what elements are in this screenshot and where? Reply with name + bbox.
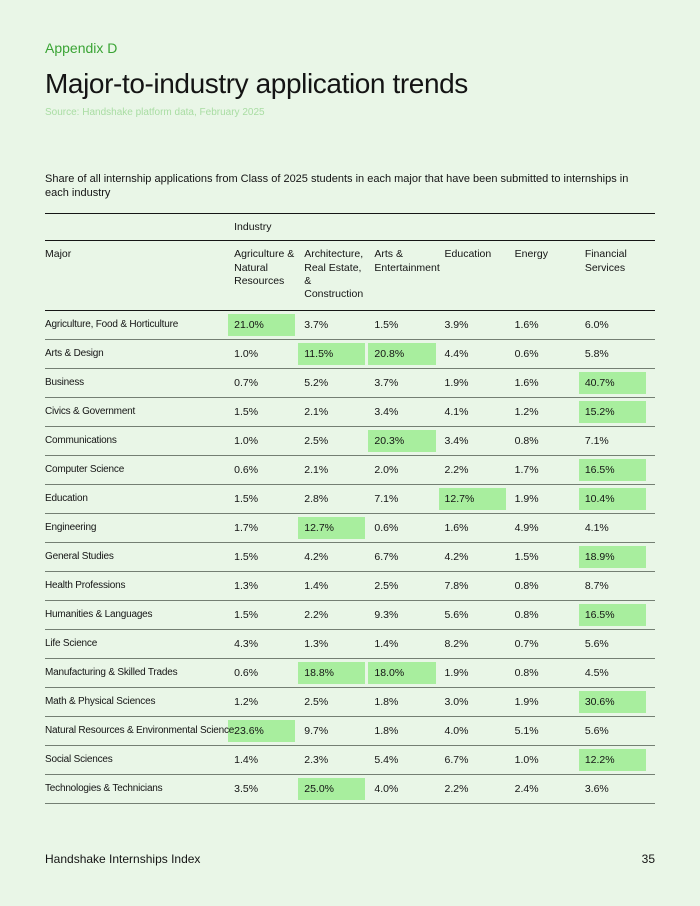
value-cell <box>515 426 585 455</box>
value-cell <box>515 658 585 687</box>
value-cell <box>374 513 444 542</box>
value-cell <box>585 542 655 571</box>
value: 3.5% <box>234 782 259 795</box>
value: 5.4% <box>374 753 399 766</box>
value-cell <box>234 629 304 658</box>
value-cell <box>445 745 515 774</box>
highlighted-value: 16.5% <box>579 459 646 481</box>
value-cell <box>374 397 444 426</box>
value-cell <box>585 513 655 542</box>
value-cell <box>515 716 585 745</box>
value: 2.5% <box>374 579 399 592</box>
major-label: Education <box>45 484 234 513</box>
major-label: Technologies & Technicians <box>45 774 234 803</box>
major-label: Health Professions <box>45 571 234 600</box>
value-cell <box>585 745 655 774</box>
value-cell <box>585 310 655 339</box>
value-cell <box>515 629 585 658</box>
column-header: Education <box>445 241 515 311</box>
value-cell <box>304 629 374 658</box>
value: 2.0% <box>374 463 399 476</box>
value: 4.4% <box>444 347 469 360</box>
value-cell <box>304 571 374 600</box>
value: 1.4% <box>234 753 259 766</box>
value-cell <box>585 484 655 513</box>
table-row <box>45 455 655 484</box>
highlighted-value: 11.5% <box>298 343 365 365</box>
value: 4.1% <box>584 521 609 534</box>
value-cell <box>515 339 585 368</box>
value-cell <box>515 542 585 571</box>
table-row <box>45 513 655 542</box>
value-cell <box>445 774 515 803</box>
value: 2.5% <box>304 695 329 708</box>
value: 5.2% <box>304 376 329 389</box>
value: 1.0% <box>514 753 539 766</box>
highlighted-value: 18.9% <box>579 546 646 568</box>
value-cell <box>374 745 444 774</box>
value-cell <box>585 716 655 745</box>
table-row <box>45 716 655 745</box>
value: 0.6% <box>234 666 259 679</box>
value-cell <box>374 687 444 716</box>
value-cell <box>234 310 304 339</box>
value-cell <box>585 455 655 484</box>
value: 1.2% <box>514 405 539 418</box>
value: 4.9% <box>514 521 539 534</box>
value: 1.6% <box>514 318 539 331</box>
value-cell <box>445 513 515 542</box>
value-cell <box>374 774 444 803</box>
value-cell <box>234 716 304 745</box>
highlighted-value: 12.7% <box>298 517 365 539</box>
value-cell <box>374 310 444 339</box>
value-cell <box>374 571 444 600</box>
value: 4.3% <box>234 637 259 650</box>
value-cell <box>585 600 655 629</box>
value-cell <box>445 368 515 397</box>
value-cell <box>374 629 444 658</box>
value: 7.8% <box>444 579 469 592</box>
table-row <box>45 368 655 397</box>
table-row <box>45 484 655 513</box>
value: 2.2% <box>444 782 469 795</box>
table-row <box>45 774 655 803</box>
value-cell <box>515 571 585 600</box>
value-cell <box>445 310 515 339</box>
major-industry-table <box>45 213 655 804</box>
value: 9.7% <box>304 724 329 737</box>
value-cell <box>515 484 585 513</box>
table-description: Share of all internship applications from Class of 2025 students in each major that have been submitted to internships in each industry <box>45 172 629 200</box>
value: 3.4% <box>374 405 399 418</box>
value-cell <box>304 716 374 745</box>
value-cell <box>445 687 515 716</box>
value: 6.7% <box>374 550 399 563</box>
value: 2.2% <box>444 463 469 476</box>
highlighted-value: 12.2% <box>579 749 646 771</box>
value-cell <box>234 339 304 368</box>
value-cell <box>304 397 374 426</box>
value-cell <box>304 687 374 716</box>
value-cell <box>374 658 444 687</box>
value: 1.5% <box>234 608 259 621</box>
value: 3.6% <box>584 782 609 795</box>
major-label: Computer Science <box>45 455 234 484</box>
highlighted-value: 10.4% <box>579 488 646 510</box>
major-label: Arts & Design <box>45 339 234 368</box>
value: 3.7% <box>304 318 329 331</box>
value: 0.8% <box>514 608 539 621</box>
column-header: Financial Services <box>585 241 655 311</box>
table-row <box>45 542 655 571</box>
table-row <box>45 397 655 426</box>
value-cell <box>585 426 655 455</box>
value: 1.3% <box>304 637 329 650</box>
value: 1.0% <box>234 434 259 447</box>
value: 2.3% <box>304 753 329 766</box>
value-cell <box>304 658 374 687</box>
value: 4.0% <box>444 724 469 737</box>
value-cell <box>445 716 515 745</box>
highlighted-value: 20.8% <box>368 343 435 365</box>
value-cell <box>374 455 444 484</box>
value: 2.1% <box>304 405 329 418</box>
value: 8.7% <box>584 579 609 592</box>
highlighted-value: 12.7% <box>439 488 506 510</box>
column-header: Agriculture & Natural Resources <box>234 241 304 311</box>
major-column-header: Major <box>45 241 234 311</box>
value-cell <box>445 426 515 455</box>
column-header-row <box>45 241 655 311</box>
value-cell <box>234 571 304 600</box>
value-cell <box>585 687 655 716</box>
value-cell <box>234 368 304 397</box>
value-cell <box>304 368 374 397</box>
value-cell <box>445 339 515 368</box>
highlighted-value: 15.2% <box>579 401 646 423</box>
highlighted-value: 40.7% <box>579 372 646 394</box>
value-cell <box>374 339 444 368</box>
highlighted-value: 18.0% <box>368 662 435 684</box>
value: 5.6% <box>584 724 609 737</box>
value: 1.6% <box>514 376 539 389</box>
major-label: Business <box>45 368 234 397</box>
table-row <box>45 600 655 629</box>
value: 0.7% <box>234 376 259 389</box>
value-cell <box>374 484 444 513</box>
table-row <box>45 687 655 716</box>
source-note: Source: Handshake platform data, February 2025 <box>45 106 265 118</box>
value-cell <box>234 484 304 513</box>
value: 1.4% <box>304 579 329 592</box>
value-cell <box>234 745 304 774</box>
value: 1.9% <box>444 666 469 679</box>
value-cell <box>515 310 585 339</box>
footer-title: Handshake Internships Index <box>45 852 201 866</box>
value: 1.9% <box>514 695 539 708</box>
highlighted-value: 18.8% <box>298 662 365 684</box>
column-header: Architecture, Real Estate, & Construction <box>304 241 374 311</box>
value: 1.8% <box>374 724 399 737</box>
table-row <box>45 426 655 455</box>
column-header: Arts & Entertainment <box>374 241 444 311</box>
value-cell <box>234 600 304 629</box>
table-row <box>45 339 655 368</box>
value-cell <box>515 513 585 542</box>
value: 1.6% <box>444 521 469 534</box>
value-cell <box>515 455 585 484</box>
value-cell <box>304 310 374 339</box>
page-title: Major-to-industry application trends <box>45 68 468 99</box>
table-row <box>45 310 655 339</box>
major-label: Social Sciences <box>45 745 234 774</box>
value-cell <box>304 600 374 629</box>
value-cell <box>374 426 444 455</box>
value: 0.6% <box>514 347 539 360</box>
value-cell <box>374 368 444 397</box>
value: 7.1% <box>584 434 609 447</box>
value: 0.7% <box>514 637 539 650</box>
major-label: Math & Physical Sciences <box>45 687 234 716</box>
value: 1.8% <box>374 695 399 708</box>
value: 3.7% <box>374 376 399 389</box>
value: 2.5% <box>304 434 329 447</box>
value: 8.2% <box>444 637 469 650</box>
value-cell <box>515 397 585 426</box>
value-cell <box>515 774 585 803</box>
value-cell <box>585 397 655 426</box>
value: 0.6% <box>374 521 399 534</box>
value: 2.4% <box>514 782 539 795</box>
value: 5.1% <box>514 724 539 737</box>
value-cell <box>234 397 304 426</box>
value: 5.8% <box>584 347 609 360</box>
value: 1.9% <box>444 376 469 389</box>
industry-group-header-row <box>45 214 655 241</box>
value: 4.1% <box>444 405 469 418</box>
industry-group-header: Industry <box>234 214 655 241</box>
value: 2.1% <box>304 463 329 476</box>
value-cell <box>585 368 655 397</box>
value-cell <box>445 397 515 426</box>
value: 1.5% <box>234 405 259 418</box>
value: 3.0% <box>444 695 469 708</box>
value: 1.5% <box>514 550 539 563</box>
value-cell <box>304 745 374 774</box>
value: 7.1% <box>374 492 399 505</box>
major-label: Manufacturing & Skilled Trades <box>45 658 234 687</box>
value-cell <box>374 542 444 571</box>
major-label: Natural Resources & Environmental Science <box>45 716 234 745</box>
value-cell <box>445 629 515 658</box>
value: 2.8% <box>304 492 329 505</box>
major-label: Life Science <box>45 629 234 658</box>
value-cell <box>515 687 585 716</box>
value: 4.5% <box>584 666 609 679</box>
highlighted-value: 30.6% <box>579 691 646 713</box>
value-cell <box>234 513 304 542</box>
table-row <box>45 629 655 658</box>
empty-corner-cell <box>45 214 234 241</box>
value: 3.9% <box>444 318 469 331</box>
value: 0.8% <box>514 579 539 592</box>
table-row <box>45 658 655 687</box>
value-cell <box>374 716 444 745</box>
table-row <box>45 571 655 600</box>
value-cell <box>234 455 304 484</box>
value-cell <box>304 455 374 484</box>
value-cell <box>445 484 515 513</box>
value-cell <box>445 455 515 484</box>
value: 0.8% <box>514 666 539 679</box>
highlighted-value: 20.3% <box>368 430 435 452</box>
value: 4.2% <box>444 550 469 563</box>
value: 1.4% <box>374 637 399 650</box>
value-cell <box>234 658 304 687</box>
value-cell <box>374 600 444 629</box>
value: 2.2% <box>304 608 329 621</box>
value-cell <box>515 745 585 774</box>
value-cell <box>304 513 374 542</box>
value-cell <box>304 339 374 368</box>
value: 1.5% <box>234 550 259 563</box>
value-cell <box>445 658 515 687</box>
value-cell <box>445 542 515 571</box>
value-cell <box>585 339 655 368</box>
value-cell <box>304 484 374 513</box>
value: 4.2% <box>304 550 329 563</box>
value: 1.5% <box>374 318 399 331</box>
value: 6.7% <box>444 753 469 766</box>
value-cell <box>234 774 304 803</box>
value: 5.6% <box>444 608 469 621</box>
value: 1.9% <box>514 492 539 505</box>
value: 1.0% <box>234 347 259 360</box>
value-cell <box>234 426 304 455</box>
column-header: Energy <box>515 241 585 311</box>
value: 1.5% <box>234 492 259 505</box>
value-cell <box>585 571 655 600</box>
highlighted-value: 25.0% <box>298 778 365 800</box>
value: 1.7% <box>514 463 539 476</box>
value-cell <box>304 774 374 803</box>
value-cell <box>304 542 374 571</box>
value: 0.8% <box>514 434 539 447</box>
appendix-label: Appendix D <box>45 40 118 56</box>
value-cell <box>234 687 304 716</box>
value: 4.0% <box>374 782 399 795</box>
value: 1.2% <box>234 695 259 708</box>
major-label: Civics & Government <box>45 397 234 426</box>
value: 9.3% <box>374 608 399 621</box>
value: 3.4% <box>444 434 469 447</box>
major-label: Agriculture, Food & Horticulture <box>45 310 234 339</box>
major-label: Humanities & Languages <box>45 600 234 629</box>
highlighted-value: 21.0% <box>228 314 295 336</box>
value-cell <box>515 368 585 397</box>
highlighted-value: 16.5% <box>579 604 646 626</box>
value: 1.3% <box>234 579 259 592</box>
value-cell <box>515 600 585 629</box>
value: 5.6% <box>584 637 609 650</box>
page-number: 35 <box>641 852 655 866</box>
major-label: Engineering <box>45 513 234 542</box>
value-cell <box>445 571 515 600</box>
value-cell <box>585 629 655 658</box>
value-cell <box>304 426 374 455</box>
value-cell <box>445 600 515 629</box>
highlighted-value: 23.6% <box>228 720 295 742</box>
value: 0.6% <box>234 463 259 476</box>
major-label: Communications <box>45 426 234 455</box>
major-label: General Studies <box>45 542 234 571</box>
value: 6.0% <box>584 318 609 331</box>
value-cell <box>585 658 655 687</box>
table-row <box>45 745 655 774</box>
value: 1.7% <box>234 521 259 534</box>
value-cell <box>234 542 304 571</box>
page-footer <box>45 852 655 866</box>
value-cell <box>585 774 655 803</box>
